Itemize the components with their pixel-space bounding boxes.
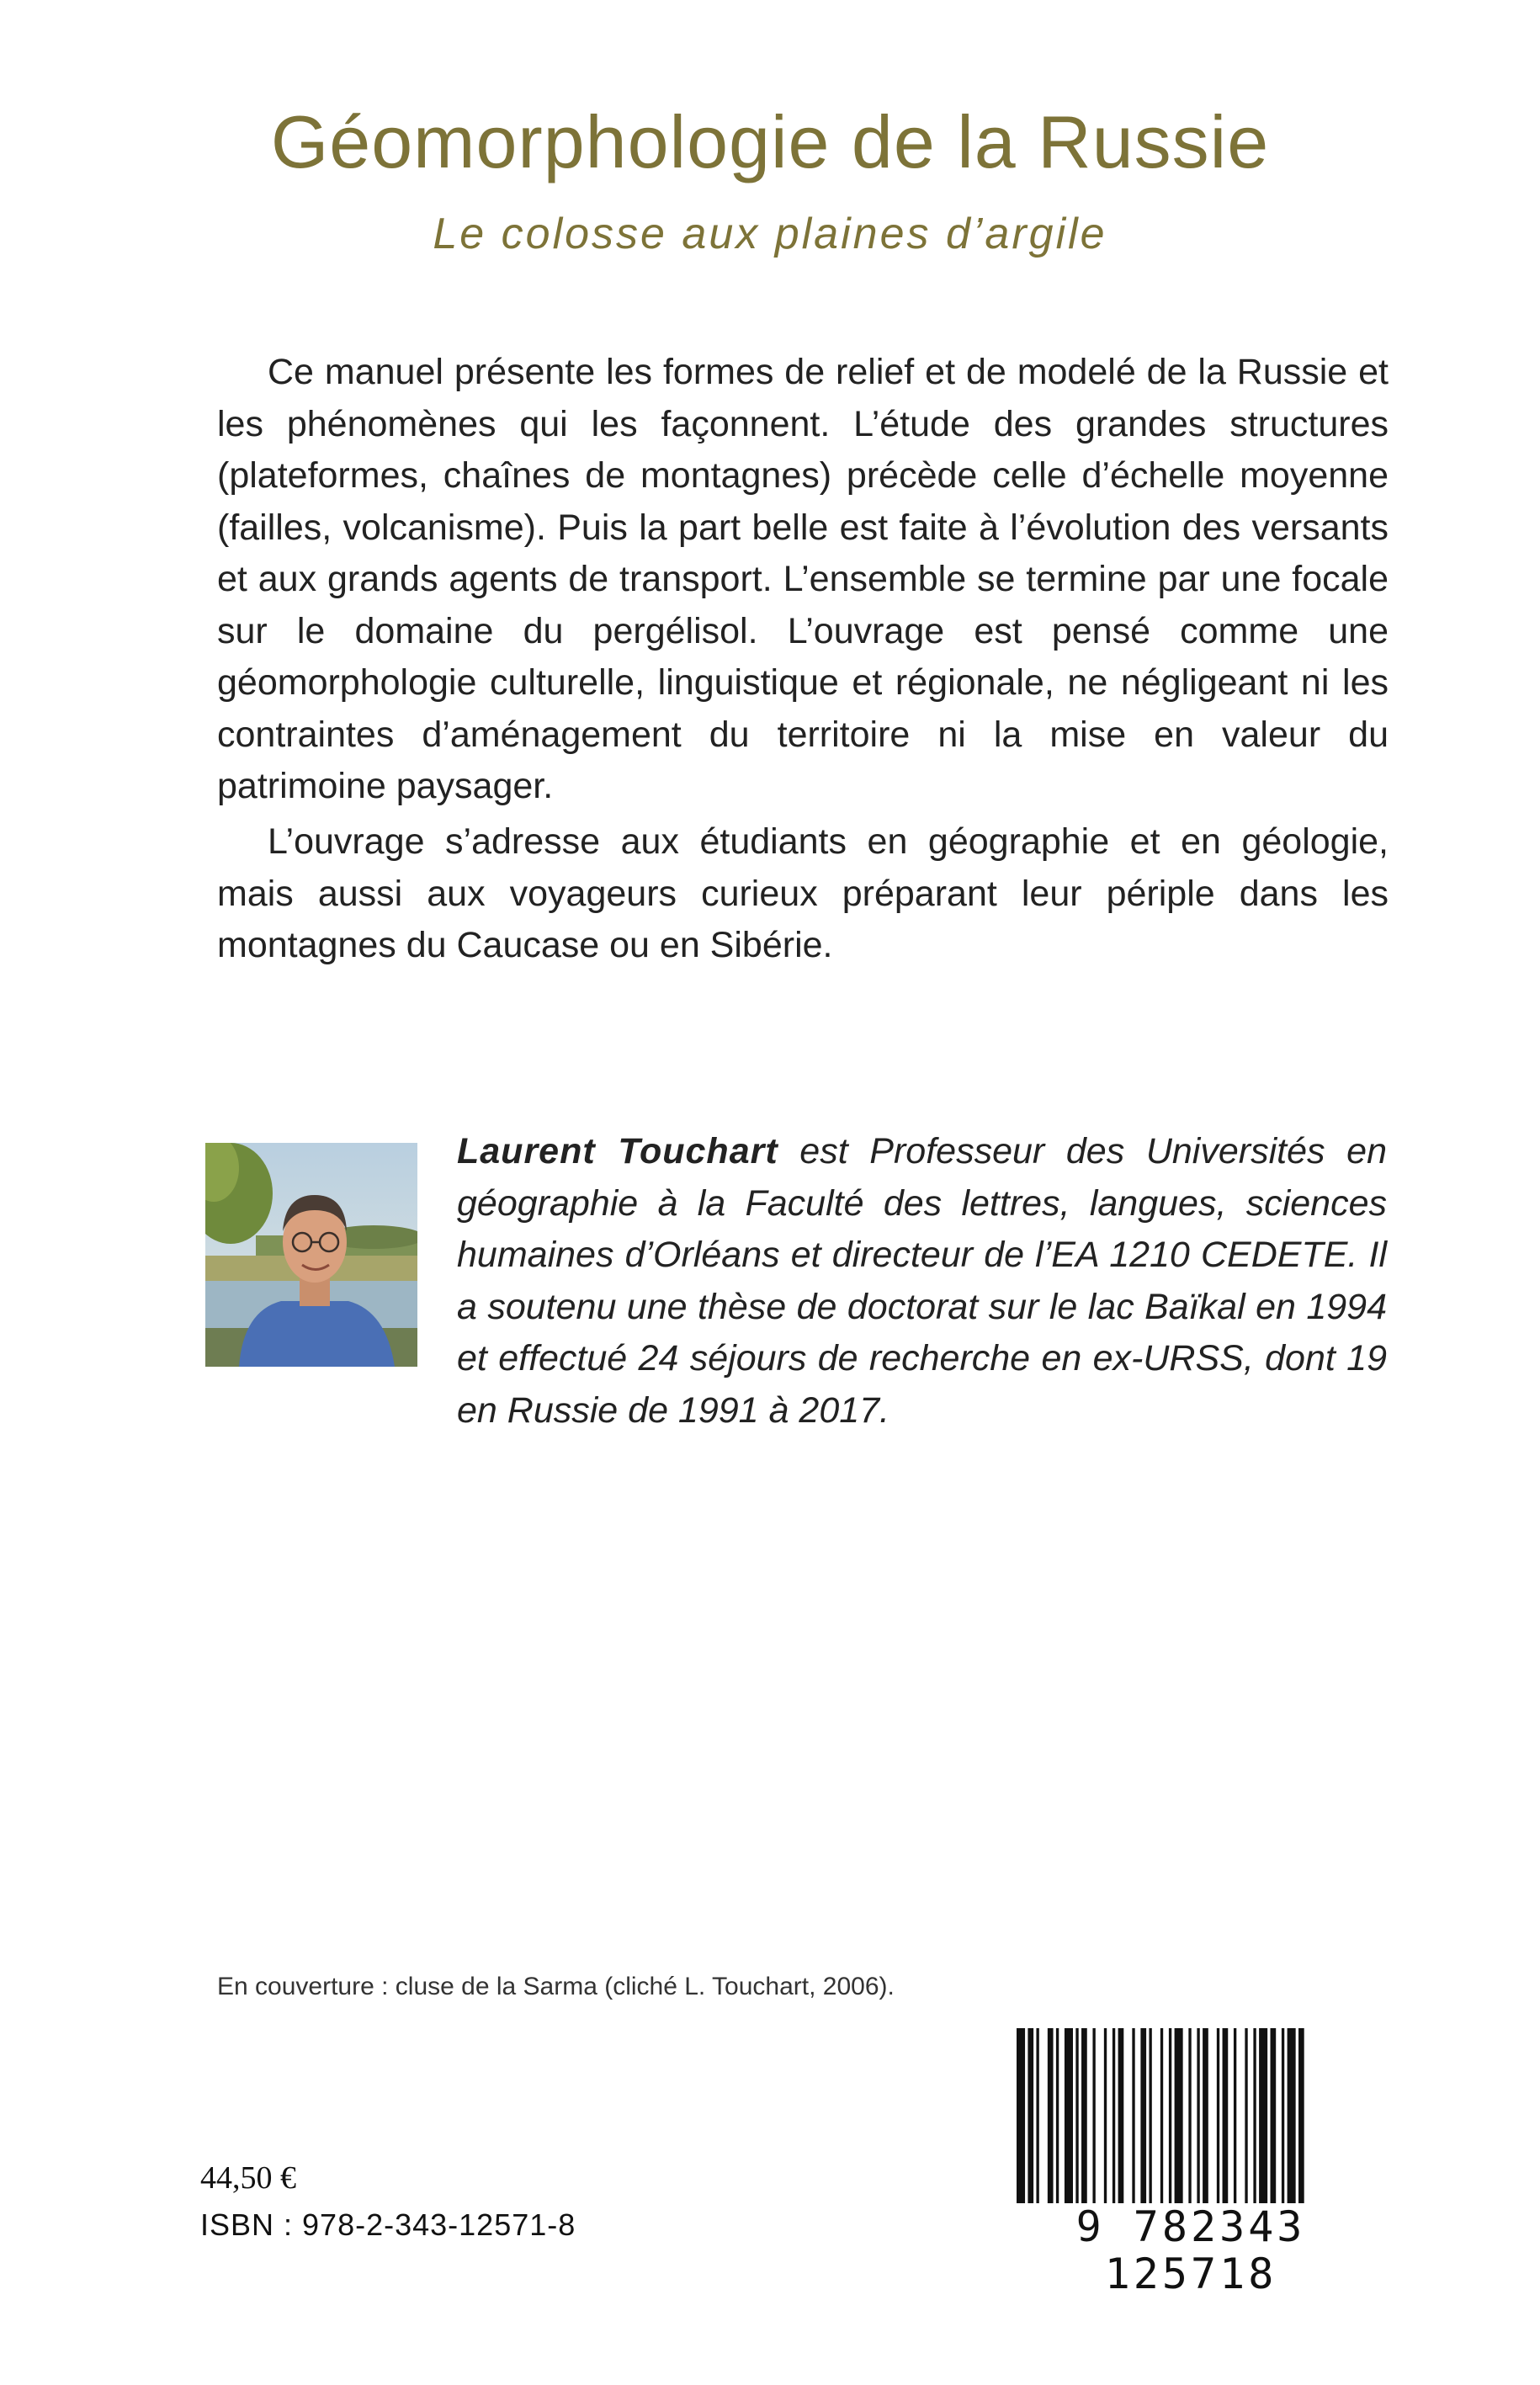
barcode-bar [1259,2028,1267,2209]
barcode-bar [1028,2028,1033,2209]
barcode-bar [1017,2028,1025,2209]
cover-credit: En couverture : cluse de la Sarma (cliché L. Touchart, 2006). [217,1973,895,2000]
barcode-bar [1223,2028,1229,2209]
barcode-bar [1149,2028,1151,2209]
barcode-bar [1298,2028,1304,2209]
barcode-bar [1036,2028,1038,2209]
barcode-bar [1056,2028,1059,2209]
barcode-bar [1175,2028,1183,2209]
barcode-bar [1169,2028,1171,2209]
book-subtitle: Le colosse aux plaines d’argile [433,210,1107,258]
barcode-bar [1118,2028,1124,2209]
author-name: Laurent Touchart [457,1131,778,1171]
barcode-bar [1140,2028,1146,2209]
barcode-bar [1188,2028,1191,2209]
barcode-bar [1245,2028,1247,2209]
barcode-bar [1132,2028,1134,2209]
barcode-digits: 9 782343 125718 [1010,2203,1372,2297]
barcode-bar [1288,2028,1296,2209]
author-bio [457,1126,1387,1437]
barcode-bar [1282,2028,1284,2209]
barcode-bar [1081,2028,1087,2209]
barcode-bar [1104,2028,1107,2209]
author-bio-text: est Professeur des Universités en géographie à la Faculté des lettres, langues, sciences humaines d’Orléans et directeur de l’EA 1210 CEDETE. Il a soutenu une thèse de doctorat sur le lac Baïkal en 1994 et effectué 24 séjours de recherche en ex-URSS, dont 19 en Russie de 1991 à 2017. [457,1131,1387,1431]
barcode-bar [1048,2028,1054,2209]
barcode-bar [1197,2028,1199,2209]
description-paragraph-1: Ce manuel présente les formes de relief et de modelé de la Russie et les phénomènes qui les façonnent. L’étude des grandes structures (plateformes, chaînes de montagnes) précède celle d’échelle moyenne (failles, volcanisme). Puis la part belle est faite à l’évolution des versants et aux grands agents de transport. L’ensemble se termine par une focale sur le domaine du pergélisol. L’ouvrage est pensé comme une géomorphologie culturelle, linguistique et régionale, ne négligeant ni les contraintes d’aménagement du territoire ni la mise en valeur du patrimoine paysager. [217,352,1389,806]
barcode-bar [1113,2028,1115,2209]
author-photo [205,1143,417,1367]
book-title: Géomorphologie de la Russie [270,100,1270,183]
barcode-bar [1092,2028,1095,2209]
barcode-bar [1203,2028,1208,2209]
barcode-bar [1075,2028,1078,2209]
barcode-bar [1271,2028,1277,2209]
barcode-bar [1160,2028,1163,2209]
price: 44,50 € [200,2160,296,2196]
barcode-bar [1234,2028,1236,2209]
isbn: ISBN : 978-2-343-12571-8 [200,2207,576,2242]
description-paragraph-2: L’ouvrage s’adresse aux étudiants en géographie et en géologie, mais aussi aux voyageurs curieux préparant leur périple dans les montagnes du Caucase ou en Sibérie. [217,821,1389,965]
barcode-bar [1253,2028,1256,2209]
barcode-bar [1065,2028,1073,2209]
barcode-bar [1217,2028,1219,2209]
